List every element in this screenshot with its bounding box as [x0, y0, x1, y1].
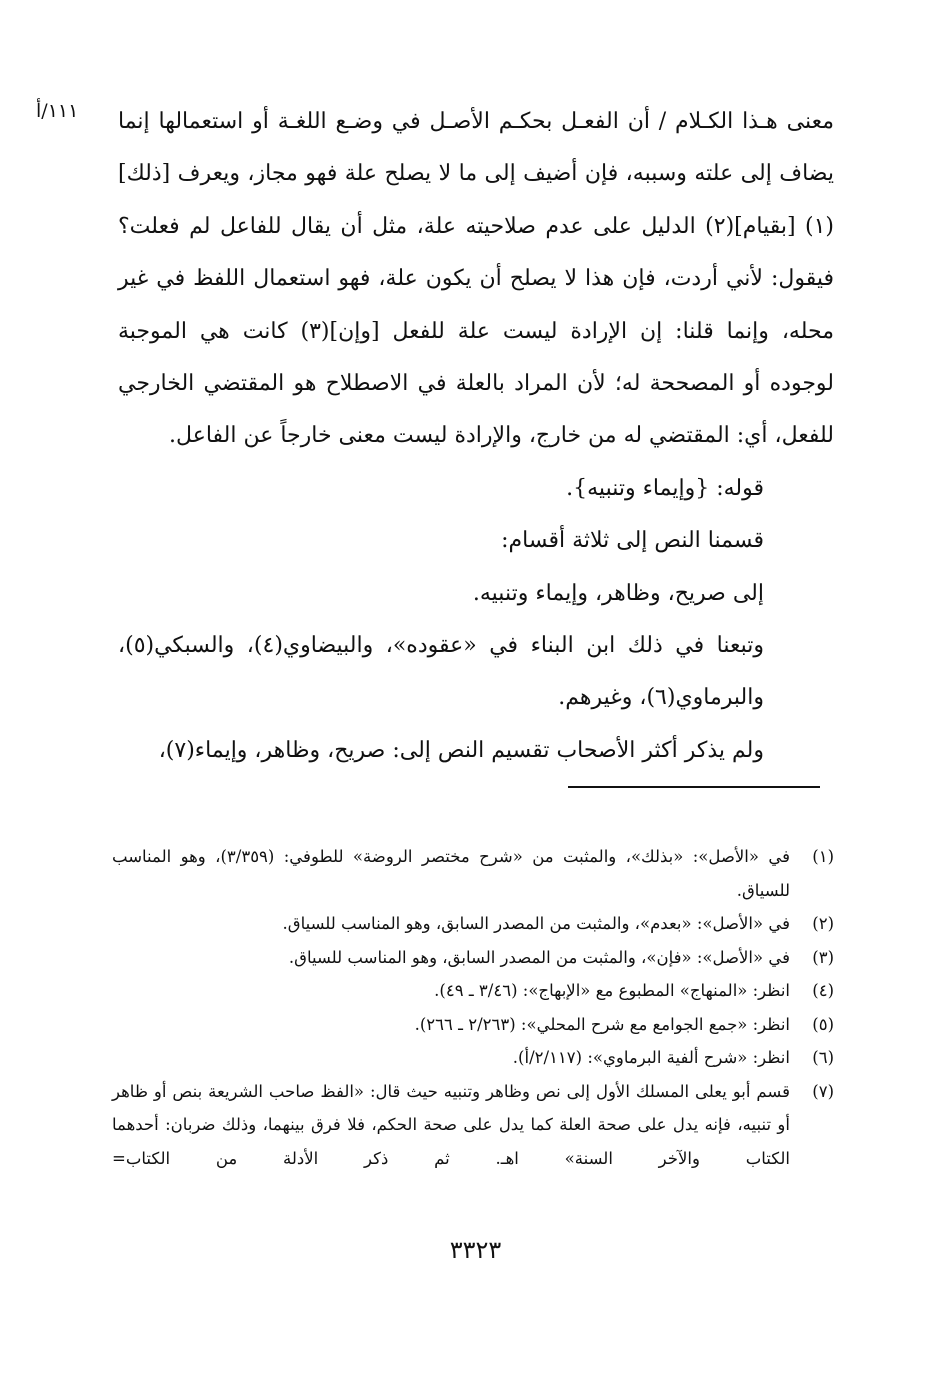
footnote-number: (٦) [812, 1048, 834, 1067]
footnote-text: في «الأصل»: «فإن»، والمثبت من المصدر السابق، وهو المناسب للسياق. [288, 947, 790, 967]
footnotes [112, 840, 834, 1175]
paragraph: إلى صريح، وظاهر، وإيماء وتنبيه. [472, 580, 764, 606]
footnote-number: (٢) [812, 914, 834, 933]
footnote-number: (٤) [812, 981, 834, 1000]
paragraph: ولم يذكر أكثر الأصحاب تقسيم النص إلى: صريح، وظاهر، وإيماء(٧)، [158, 737, 764, 763]
footnote-text: انظر: «المنهاج» المطبوع مع «الإبهاج»: (٣/٤٦ ـ ٤٩). [434, 981, 790, 1000]
paragraph: معنى هـذا الكـلام / أن الفعـل بحكـم الأصـل في وضـع اللغـة أو استعمالها إنما يضاف إلى علته وسببه، فإن أضيف إلى ما لا يصلح علة فهو مجاز، ويعرف [ذلك](١) [بقيام](٢) الدليل على عدم صلاحيته علة، مثل أن يقال للفاعل لم فعلت؟ فيقول: لأني أردت، فإن هذا لا يصلح أن يكون علة، فهو استعمال اللفظ في غير محله، وإنما قلنا: إن الإرادة ليست علة للفعل [وإن](٣) كانت هي الموجبة لوجوده أو المصححة له؛ لأن المراد بالعلة في الاصطلاح هو المقتضي الخارجي للفعل، أي: المقتضي له من خارج، والإرادة ليست معنى خارجاً عن الفاعل. [118, 109, 835, 449]
footnote-text: في «الأصل»: «بذلك»، والمثبت من «شرح مختصر الروضة» للطوفي: (٣/٣٥٩)، وهو المناسب للسياق. [112, 847, 790, 900]
paragraph: قسمنا النص إلى ثلاثة أقسام: [501, 528, 764, 554]
footnote [112, 1041, 834, 1075]
footnote-number: (١) [812, 847, 834, 866]
footnote [112, 907, 834, 941]
paragraph: قوله: {وإيماء وتنبيه}. [566, 475, 764, 501]
footnote-number: (٥) [812, 1014, 834, 1034]
footnote-text: في «الأصل»: «بعدم»، والمثبت من المصدر السابق، وهو المناسب للسياق. [282, 914, 790, 933]
footnote-text: انظر: «شرح ألفية البرماوي»: (٢/١١٧/أ). [512, 1048, 790, 1067]
footnote-separator [568, 786, 820, 788]
page-number: ٣٣٢٣ [449, 1236, 502, 1264]
margin-folio-reference: ١١١/أ [36, 100, 79, 122]
footnote [112, 1075, 834, 1176]
footnote [112, 974, 834, 1008]
paragraph: وتبعنا في ذلك ابن البناء في «عقوده»، والبيضاوي(٤)، والسبكي(٥)، والبرماوي(٦)، وغيرهم. [118, 633, 764, 711]
footnote-number: (٧) [812, 1081, 834, 1101]
footnote-text: انظر: «جمع الجوامع مع شرح المحلي»: (٢/٢٦٣ ـ ٢٦٦). [414, 1014, 790, 1034]
footnote [112, 1008, 834, 1042]
main-text [118, 96, 834, 777]
footnote [112, 941, 834, 975]
footnote [112, 840, 834, 907]
footnote-number: (٣) [812, 947, 834, 967]
footnote-text: قسم أبو يعلى المسلك الأول إلى نص وظاهر وتنبيه حيث قال: «الفظ صاحب الشريعة بنص أو ظاهر أو تنبيه، فإنه يدل على صحة العلة كما يدل على صحة الحكم، فلا فرق بينهما، وذلك ضربان: أحدهما الكتاب والآخر السنة» اهـ. ثم ذكر الأدلة من الكتاب= [112, 1081, 790, 1168]
